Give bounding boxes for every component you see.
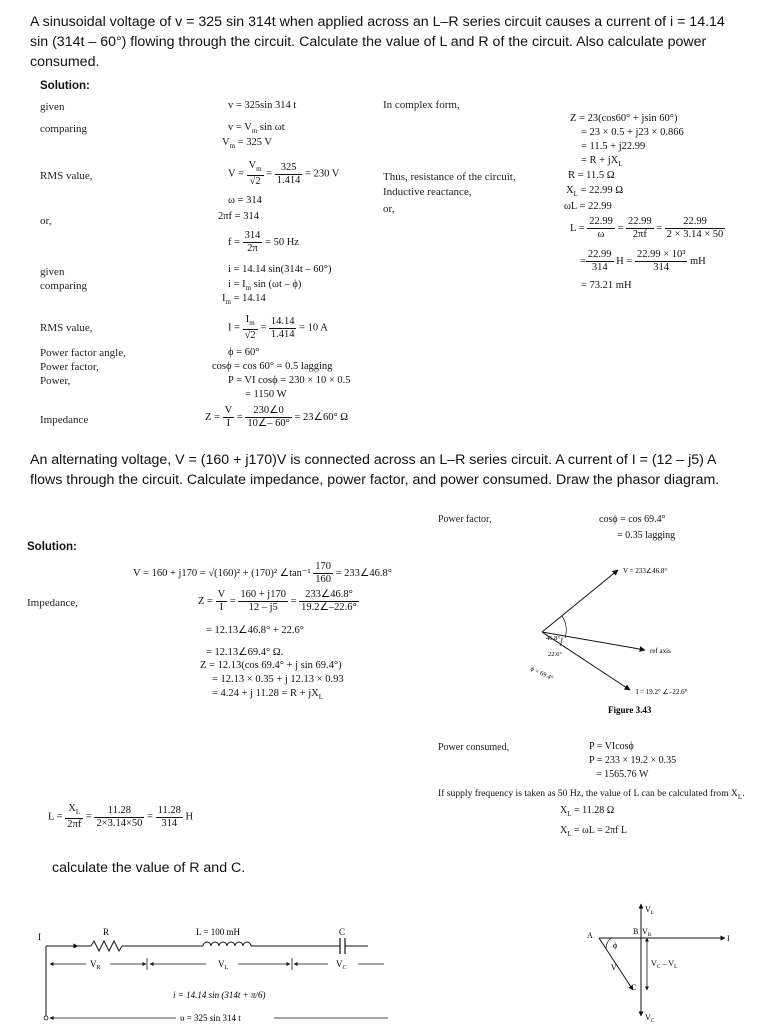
label-i: I (38, 932, 41, 942)
label-v-rlc: V (611, 963, 617, 972)
label-i-phasor: I = 19.2° ∠–22.6° (636, 688, 688, 696)
voltage-phasor (542, 570, 618, 632)
eq-power-result: = 1150 W (245, 389, 287, 400)
eq-xl-value: $X_L = 11.28$ Ω (560, 805, 615, 818)
eq-p1: P = VIcosϕ (589, 741, 634, 752)
question-2-text: An alternating voltage, V = (160 + j170)V is connected across an L–R series circuit. A current of I = (12 – j5) A flows through the circuit. Calculate impedance, power factor, and power consumed. Draw the phasor diagram. (30, 452, 720, 488)
label-v-phasor: V = 233∠46.8° (623, 567, 668, 575)
eq-z6-line: = 4.24 + j $11.28 = R + jX_L$ (212, 688, 323, 702)
eq-rms-i: I = $\frac{I_m}{√2}$ = $\frac{14.14}{1.414}$ = 10 A (228, 314, 328, 342)
inductor-symbol (203, 942, 251, 946)
label-phi: ϕ = 69.4° (529, 665, 555, 683)
label-vc: $V_C$ (336, 959, 347, 971)
question-1-text: A sinusoidal voltage of v = 325 sin 314t when applied across an L–R series circuit causes a current of i = 14.14 sin (314t – 60°) flowing through the circuit. Calculate the value of L and R of the circuit. Also calculate power consumed. (30, 14, 725, 70)
label-angle-46: 46.8° (546, 635, 560, 642)
label-given-2: given (40, 266, 65, 278)
label-pf: Power factor, (40, 361, 99, 373)
eq-pf1: cosϕ = cos 69.4° (599, 514, 666, 525)
eq-l-calc: L = $\frac{22.99}{\omega}$ = $\frac{22.99}{2\pi f}$ = $\frac{22.99}{2 \times 3.14 \times 50}$ (570, 216, 724, 240)
label-power-factor: Power factor, (438, 514, 492, 525)
label-power-consumed: Power consumed, (438, 742, 510, 753)
eq-l-calc-q2: L = $\frac{X_L}{2\pi f}$ = $\frac{11.28}{2\times 3.14\times 50}$ = $\frac{11.28}{314}$ H (48, 803, 194, 831)
eq-l-calc-2: = $\frac{22.99}{314}$ H = $\frac{\text{22.99 × 10³}}{314}$ mH (580, 249, 706, 273)
eq-p2: P = 233 × 19.2 × 0.35 (589, 755, 677, 766)
eq-vm: $V_m = 325$ V (222, 137, 272, 151)
eq-l-result: = 73.21 mH (581, 280, 632, 291)
label-phi-rlc: ϕ (613, 941, 618, 950)
label-b: B (633, 927, 639, 936)
eq-v-general: $v = V_m$ sin ωt (228, 122, 285, 136)
label-or: or, (40, 215, 52, 227)
label-a: A (587, 931, 593, 940)
angle-arc-1 (562, 616, 566, 638)
label-l: L = 100 mH (196, 927, 240, 937)
label-resistance: Thus, resistance of the circuit, (383, 171, 516, 183)
label-rms: RMS value, (40, 170, 93, 182)
label-i-equation: i = 14.14 sin (314t + π/6) (173, 990, 266, 1000)
label-impedance: Impedance (40, 414, 89, 426)
label-r: R (103, 927, 110, 937)
label-impedance-2: Impedance, (27, 597, 78, 609)
eq-given-i: i = 14.14 sin(314t – 60°) (228, 264, 332, 275)
label-pf-angle: Power factor angle, (40, 347, 126, 359)
solution-2-label: Solution: (27, 541, 77, 553)
eq-z3-line: = 12.13∠69.4° Ω. (206, 647, 284, 658)
eq-z2-line: = 12.13∠46.8° + 22.6° (206, 625, 304, 636)
eq-phi: ϕ = 60° (228, 347, 260, 358)
label-vl-phasor: $V_L$ (645, 905, 655, 916)
eq-xl-formula: $X_L = \omega L = 2\pi f$ L (560, 825, 628, 838)
eq-rms-v: V = $\frac{V_m}{√2}$ = $\frac{325}{1.414}$ = 230 V (228, 160, 340, 188)
eq-impedance: Z = $\frac{V}{I}$ = $\frac{230\angle 0}{10\angle- 60^\circ}$ = 23∠60° Ω (205, 405, 349, 429)
eq-f: f = $\frac{314}{2\pi}$ = 50 Hz (228, 230, 299, 254)
label-i-rlc: I (727, 934, 730, 943)
label-comparing-2: comparing (40, 280, 88, 292)
eq-im: $I_m = 14.14$ (222, 293, 266, 307)
eq-z2: = 23 × 0.5 + j23 × 0.866 (581, 127, 684, 138)
label-inductive-reactance: Inductive reactance, (383, 186, 472, 198)
eq-pf2: = 0.35 lagging (617, 530, 676, 541)
label-vc-phasor: $V_C$ (645, 1013, 655, 1024)
label-rms-2: RMS value, (40, 322, 93, 334)
eq-z4-line: Z = 12.13(cos 69.4° + j sin 69.4°) (200, 660, 342, 671)
eq-z1: Z = 23(cos60° + jsin 60°) (570, 113, 678, 124)
label-or-right: or, (383, 203, 395, 215)
phasor-diagram-rlc (575, 898, 745, 1024)
eq-omega: ω = 314 (228, 195, 262, 206)
label-power: Power, (40, 375, 71, 387)
label-given: given (40, 101, 65, 113)
figure-caption: Figure 3.43 (608, 705, 652, 715)
label-complex-form: In complex form, (383, 99, 460, 111)
label-vr-phasor: $V_R$ (642, 927, 652, 938)
question-3-text: calculate the value of R and C. (52, 860, 246, 876)
eq-r: R = 11.5 Ω (568, 170, 615, 181)
eq-v-polar: V = 160 + j170 = √(160)² + (170)² ∠tan⁻¹ $\frac{170}{160}$ = 233∠46.8° (133, 561, 392, 585)
eq-i-general: $i = I_m$ sin (ωt – ϕ) (228, 279, 302, 293)
eq-2pif: 2πf = 314 (218, 211, 259, 222)
eq-cosphi: cosϕ = cos 60° = 0.5 lagging (212, 361, 333, 372)
eq-xl: $X_L = 22.99$ Ω (566, 185, 624, 199)
eq-z3: = 11.5 + j22.99 (581, 141, 646, 152)
label-v-equation: υ = 325 sin 314 t (180, 1013, 241, 1023)
eq-wl: ωL = 22.99 (564, 201, 612, 212)
label-c: C (339, 927, 346, 937)
eq-z5-line: = 12.13 × 0.35 + j 12.13 × 0.93 (212, 674, 344, 685)
phasor-diagram-3-43 (520, 560, 720, 720)
eq-z-calc: Z = $\frac{V}{I}$ = $\frac{160 + j170}{12 - j5}$ = $\frac{233\angle 46.8^\circ}{19.2\angle-22.6^\circ}$ (198, 589, 357, 613)
note-supply-frequency: If supply frequency is taken as 50 Hz, the value of L can be calculated from $X_L$. (438, 788, 745, 801)
label-vr: $V_R$ (90, 959, 101, 971)
eq-given-v: v = 325sin 314 t (228, 100, 297, 111)
circuit-diagram (28, 920, 428, 1024)
label-vc-vl: $V_C - V_L$ (651, 959, 678, 970)
eq-p3: = 1565.76 W (596, 769, 649, 780)
solution-1-label: Solution: (40, 80, 90, 92)
label-vl: $V_L$ (218, 959, 229, 971)
label-angle-22: 22.6° (548, 651, 562, 658)
label-comparing: comparing (40, 123, 88, 135)
label-ref-axis: ref axis (650, 647, 671, 655)
eq-z4: = $R + jX_L$ (581, 155, 623, 169)
resistor-symbol (91, 941, 122, 951)
label-c-point: C (631, 983, 637, 992)
eq-power: P = VI cosϕ = 230 × 10 × 0.5 (228, 375, 351, 386)
